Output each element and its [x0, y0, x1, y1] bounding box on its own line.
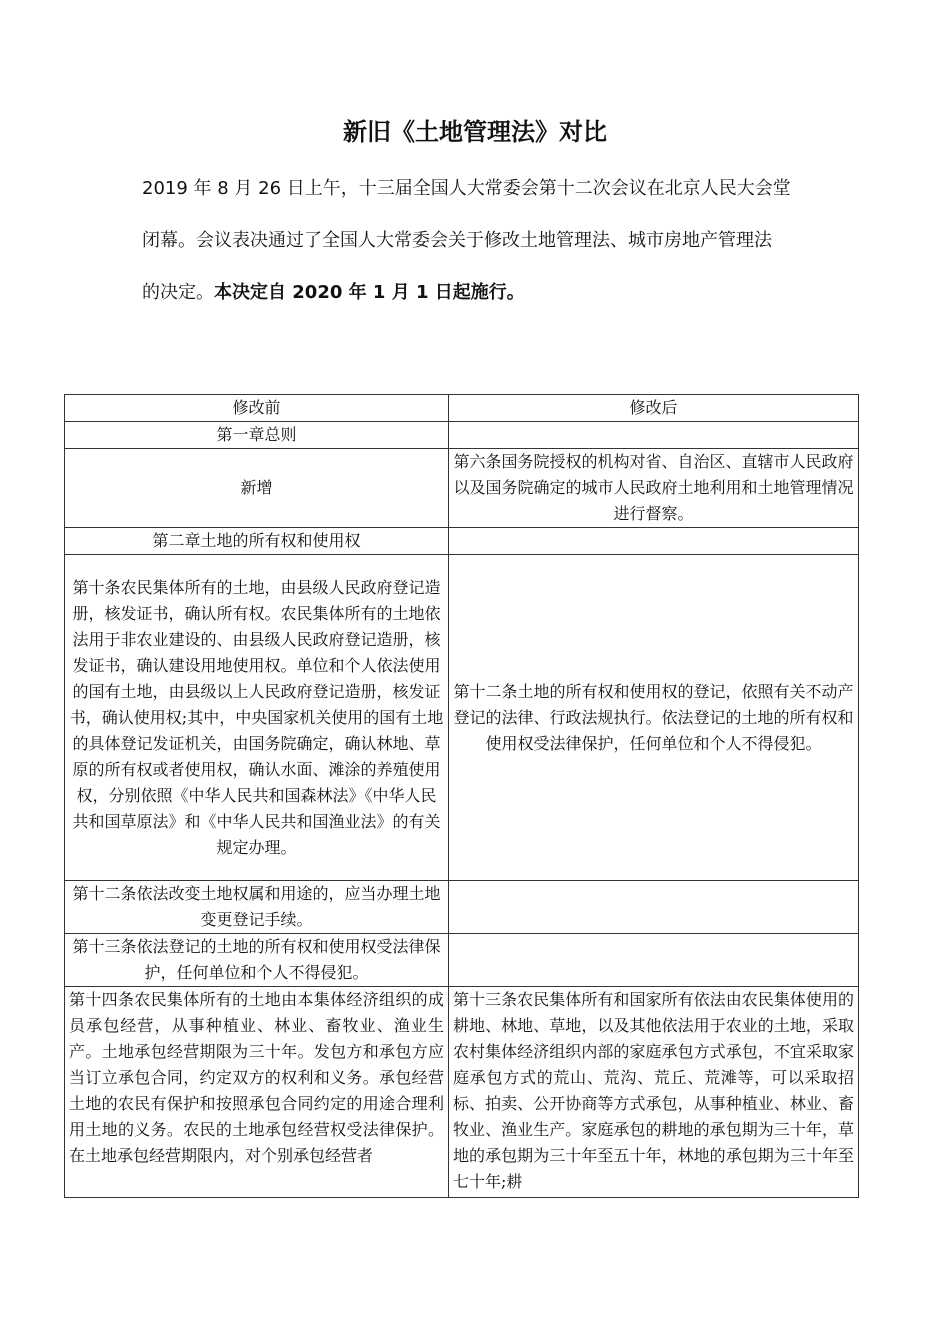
table-row [65, 881, 859, 934]
table-row [65, 528, 859, 555]
cell-before [65, 987, 449, 1198]
table-row [65, 449, 859, 528]
cell-after-text: 第十三条农民集体所有和国家所有依法由农民集体使用的耕地、林地、草地，以及其他依法用于农业的土地，采取农村集体经济组织内部的家庭承包方式承包，不宜采取家庭承包方式的荒山、荒沟、荒丘、荒滩等，可以采取招标、拍卖、公开协商等方式承包，从事种植业、林业、畜牧业、渔业生产。家庭承包的耕地的承包期为三十年，草地的承包期为三十年至五十年，林地的承包期为三十年至七十年;耕 [453, 990, 854, 1191]
cell-after [449, 422, 859, 449]
cell-after: 第六条国务院授权的机构对省、自治区、直辖市人民政府以及国务院确定的城市人民政府土地利用和土地管理情况进行督察。 [449, 449, 859, 528]
cell-after [449, 987, 859, 1198]
header-before: 修改前 [65, 395, 449, 422]
cell-after: 第十二条土地的所有权和使用权的登记，依照有关不动产登记的法律、行政法规执行。依法登记的土地的所有权和使用权受法律保护，任何单位和个人不得侵犯。 [449, 555, 859, 881]
intro-paragraph [142, 170, 862, 326]
cell-before: 第十二条依法改变土地权属和用途的，应当办理土地变更登记手续。 [65, 881, 449, 934]
comparison-table [64, 394, 859, 1198]
cell-before: 第十三条依法登记的土地的所有权和使用权受法律保护，任何单位和个人不得侵犯。 [65, 934, 449, 987]
intro-line-3-text: 的决定。 [142, 282, 214, 303]
intro-line-1: 2019 年 8 月 26 日上午，十三届全国人大常委会第十二次会议在北京人民大会堂 [142, 178, 791, 199]
table-row [65, 422, 859, 449]
table-row [65, 987, 859, 1198]
effective-date-note: 本决定自 2020 年 1 月 1 日起施行。 [214, 282, 525, 303]
intro-line-3 [142, 274, 862, 312]
cell-after [449, 528, 859, 555]
intro-line-2: 闭幕。会议表决通过了全国人大常委会关于修改土地管理法、城市房地产管理法 [142, 230, 772, 251]
document-title: 新旧《土地管理法》对比 [343, 118, 607, 146]
cell-after [449, 934, 859, 987]
table-header-row [65, 395, 859, 422]
cell-before: 第一章总则 [65, 422, 449, 449]
cell-before-text: 第十四条农民集体所有的土地由本集体经济组织的成员承包经营，从事种植业、林业、畜牧业、渔业生产。土地承包经营期限为三十年。发包方和承包方应当订立承包合同，约定双方的权利和义务。承包经营土地的农民有保护和按照承包合同约定的用途合理利用土地的义务。农民的土地承包经营权受法律保护。在土地承包经营期限内，对个别承包经营者 [69, 990, 444, 1165]
table-row [65, 934, 859, 987]
cell-after [449, 881, 859, 934]
header-after: 修改后 [449, 395, 859, 422]
cell-before: 第十条农民集体所有的土地，由县级人民政府登记造册，核发证书，确认所有权。农民集体所有的土地依法用于非农业建设的、由县级人民政府登记造册，核发证书，确认建设用地使用权。单位和个人依法使用的国有土地，由县级以上人民政府登记造册，核发证书，确认使用权;其中，中央国家机关使用的国有土地的具体登记发证机关，由国务院确定，确认林地、草原的所有权或者使用权，确认水面、滩涂的养殖使用权，分别依照《中华人民共和国森林法》《中华人民共和国草原法》和《中华人民共和国渔业法》的有关规定办理。 [65, 555, 449, 881]
cell-before: 新增 [65, 449, 449, 528]
table-row [65, 555, 859, 881]
cell-before: 第二章土地的所有权和使用权 [65, 528, 449, 555]
